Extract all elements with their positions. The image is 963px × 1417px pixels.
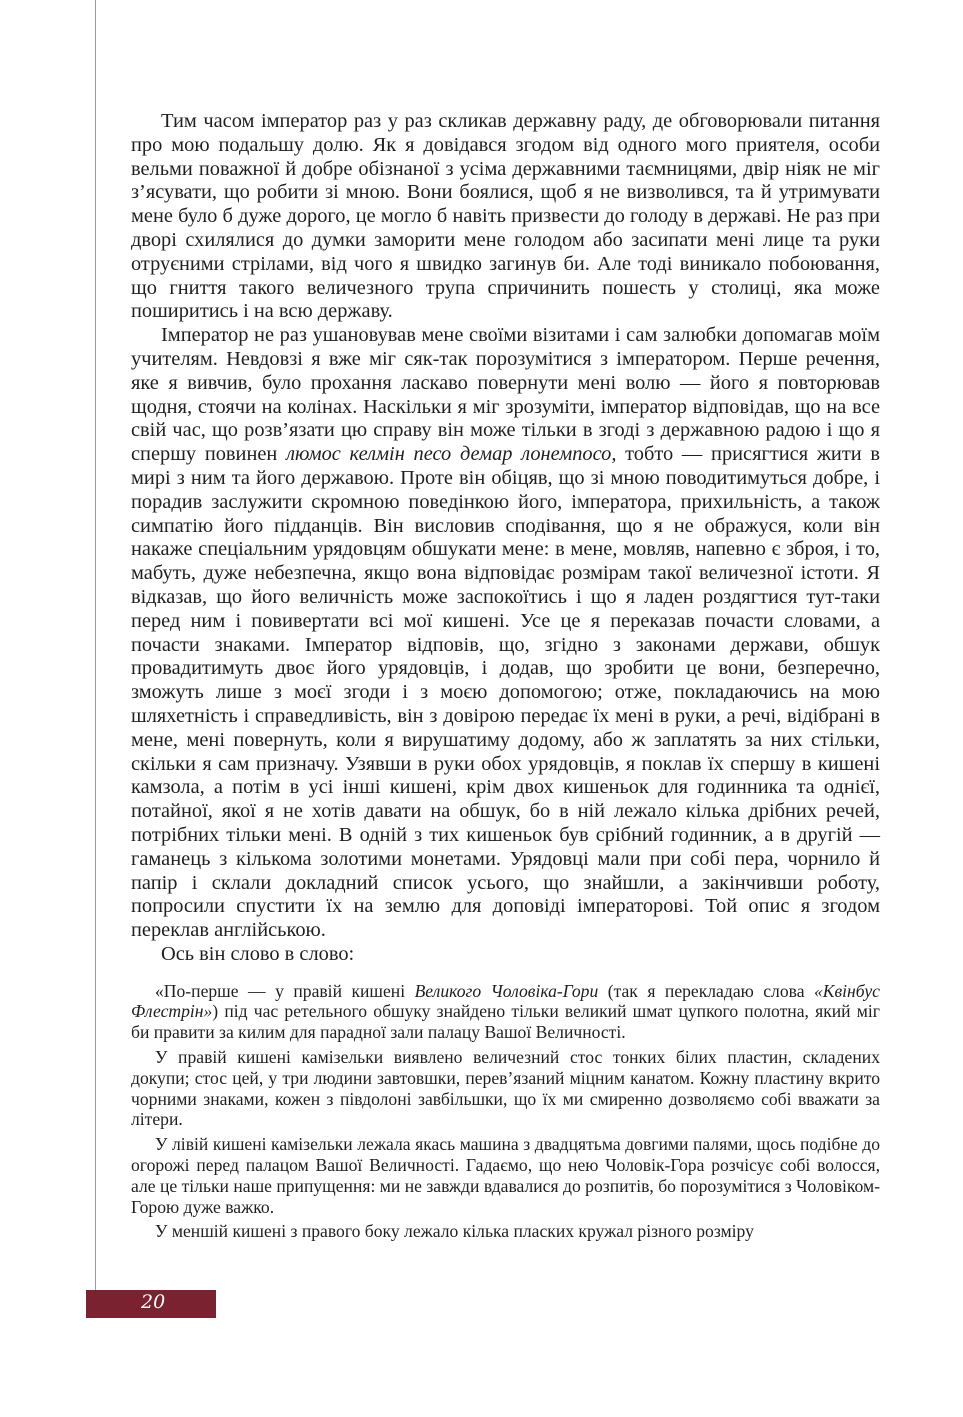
page-margin-rule bbox=[95, 0, 96, 1318]
paragraph-emperor-text-b: тобто — присягтися жити в мирі з ним та його державою. Проте він обіцяв, що зі мною поводитимуться добре, і порадив заслужити скромною поведінкою його, імператора, прихильність, а також симпатію його підданців. Він висловив сподівання, що я не ображуся, коли він накаже спеціальним урядовцям обшукати мене: в мене, мовляв, напевно є зброя, і то, мабуть, дуже небезпечна, якщо вона відповідає розмірам такої величезної істоти. Я відказав, що його величність може заспокоїтись і що я ладен роздягтися тут-таки перед ним і повивертати всі мої кишені. Усе це я переказав почасти словами, а почасти знаками. Імператор відповів, що, згідно з законами держави, обшук провадитимуть двоє його урядовців, і додав, що зробити це вони, безперечно, зможуть лише з моєї згоди і з моєю допомогою; отже, покладаючись на мою шляхетність і справедливість, він з довірою передає їх мені в руки, а речі, відібрані в мене, мені повернуть, коли я вирушатиму додому, або ж заплатять за них стільки, скільки я сам призначу. Узявши в руки обох урядовців, я поклав їх спершу в кишені камзола, а потім в усі інші кишені, крім двох кишеньок для годинника та однієї, потайної, якої я не хотів давати на обшук, бо в ній лежало кілька дрібних речей, потрібних тільки мені. В одній з тих кишеньок був срібний годинник, а в другій — гаманець з кількома золотими монетами. Урядовці мали при собі пера, чорнило й папір і склали докладний список усього, що знайшли, а закінчивши роботу, попросили спустити їх на землю для доповіді імператорові. Той опис я згодом переклав англійською. bbox=[131, 443, 880, 942]
quote-paragraph-1 bbox=[131, 981, 880, 1043]
page-content bbox=[131, 110, 880, 1246]
quote-2-text: У правій кишені камізельки виявлено величезний стос тонких білих пластин, складених докупи; стос цей, у три людини завтовшки, перев’язаний міцним канатом. Кожну пластину вкрито чорними знаками, кожен з півдолоні завбільшки, що їх ми смиренно дозволяємо собі вважати за літери. bbox=[131, 1047, 880, 1130]
quote-1-text-a: «По-перше — у правій кишені bbox=[155, 980, 415, 1001]
inventory-quote bbox=[131, 981, 880, 1243]
quote-paragraph-3 bbox=[131, 1134, 880, 1217]
quote-3-text: У лівій кишені камізельки лежала якась машина з двадцятьма довгими палями, щось подібне до огорожі перед палацом Вашої Величності. Гадаємо, що нею Чоловік-Гора розчісує собі волосся, але це тільки наше припущення: ми не завжди вдавалися до розпитів, бо порозумітися з Чоловіком-Горою дуже важко. bbox=[131, 1134, 880, 1217]
quote-1-italic-name: Великого Чоловіка-Гори bbox=[414, 980, 599, 1001]
quote-1-text-c: ) під час ретельного обшуку знайдено тільки великий шмат цупкого полотна, який міг би правити за килим для парадної зали палацу Вашої Величності. bbox=[131, 1001, 880, 1043]
oath-phrase: люмос келмін песо демар лонемпосо, bbox=[286, 443, 617, 466]
paragraph-emperor bbox=[131, 324, 880, 943]
paragraph-intro-list-text: Ось він слово в слово: bbox=[161, 942, 355, 965]
quote-paragraph-4 bbox=[131, 1221, 880, 1242]
quote-paragraph-2 bbox=[131, 1047, 880, 1130]
quote-1-italic-original: «Квінбус Флестрін» bbox=[131, 980, 880, 1022]
page-number: 20 bbox=[141, 1291, 166, 1313]
paragraph-council bbox=[131, 110, 880, 324]
quote-4-text: У меншій кишені з правого боку лежало кілька пласких кружал різного розміру bbox=[155, 1221, 754, 1242]
paragraph-emperor-text-a: Імператор не раз ушановував мене своїми візитами і сам залюбки допомагав моїм учителям. Невдовзі я вже міг сяк-так порозумітися з імператором. Перше речення, яке я вивчив, було прохання ласкаво повернути мені волю — його я повторював щодня, стоячи на колінах. Наскільки я міг зрозуміти, імператор відповідав, що на все свій час, що розв’язати цю справу він може тільки в згоді з державною радою і що я спершу повинен bbox=[131, 324, 880, 466]
paragraph-intro-list bbox=[131, 943, 880, 967]
quote-1-text-b: (так я перекладаю слова bbox=[598, 980, 814, 1001]
paragraph-council-text: Тим часом імператор раз у раз скликав державну раду, де обговорювали питання про мою подальшу долю. Як я довідався згодом від одного мого приятеля, особи вельми поважної й добре обізнаної з усіма державними таємницями, двір ніяк не міг з’ясувати, що робити зі мною. Вони боялися, щоб я не визволився, та й утримувати мене було б дуже дорого, це могло б навіть призвести до голоду в державі. Не раз при дворі схилялися до думки заморити мене голодом або засипати мені лице та руки отруєними стрілами, від чого я швидко загинув би. Але тоді виникало побоювання, що гниття такого величезного трупа спричинить пошесть у столиці, яка може поширитись і на всю державу. bbox=[131, 110, 880, 323]
main-text bbox=[131, 110, 880, 967]
